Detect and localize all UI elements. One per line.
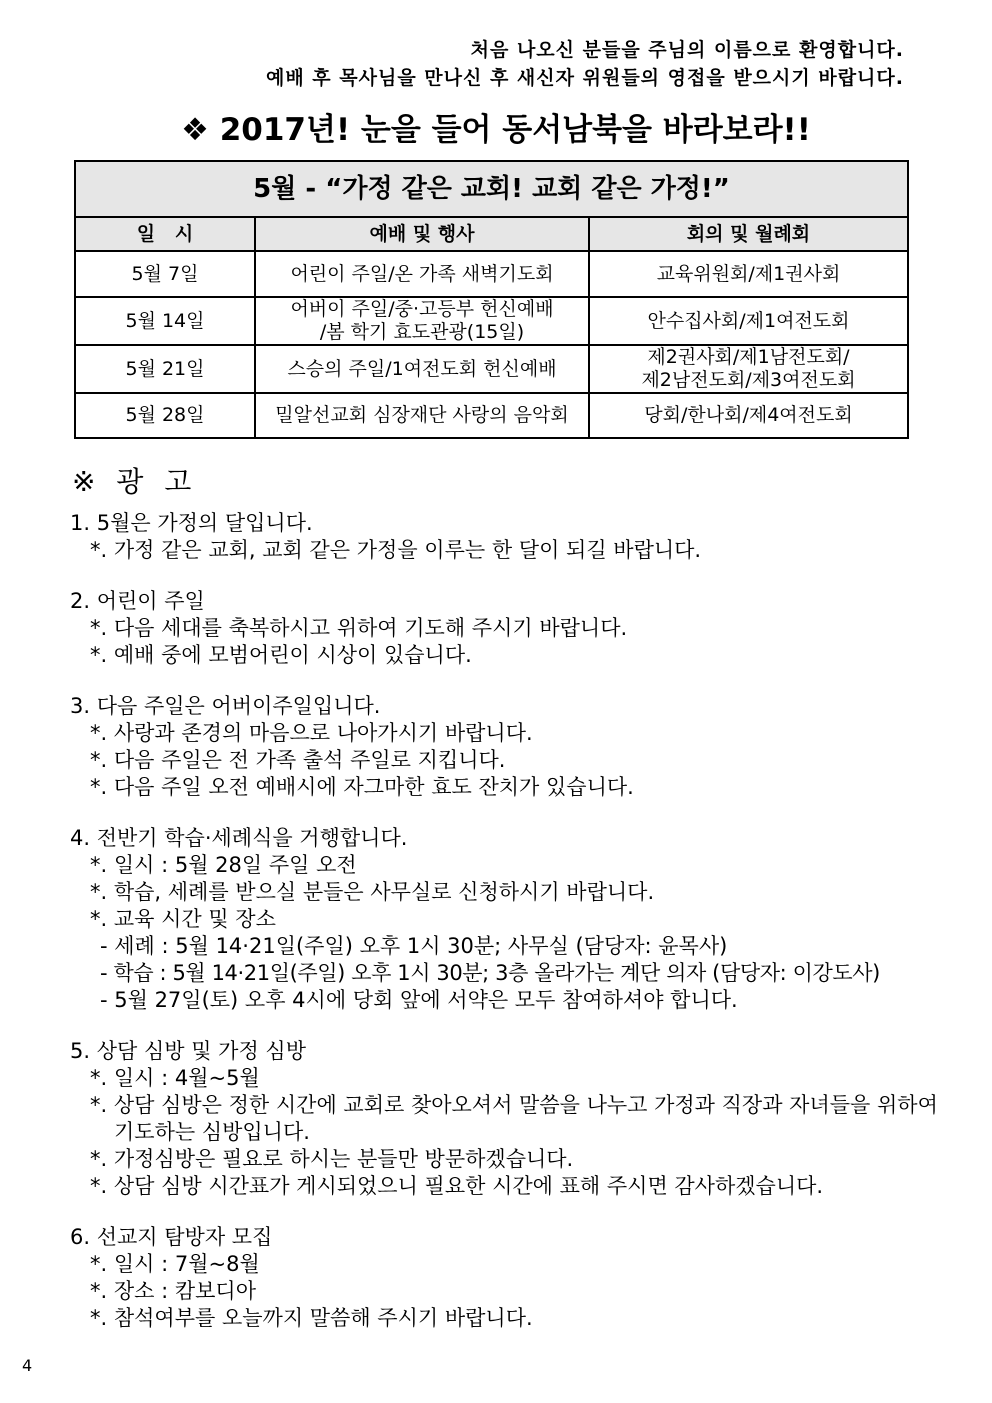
notice-bullet: *. 일시 : 7월~8월 (90, 1252, 260, 1276)
notice-heading: 1. 5월은 가정의 달입니다. (70, 511, 313, 535)
notice-bullet: *. 상담 심방 시간표가 게시되었으니 필요한 시간에 표해 주시면 감사하겠습니다. (90, 1174, 824, 1198)
notice-item-4 (70, 825, 950, 1014)
row-event: 밀알선교회 심장재단 사랑의 음악회 (255, 393, 589, 438)
year-theme-title: ❖ 2017년! 눈을 들어 동서남북을 바라보라!! (181, 112, 811, 148)
notice-heading: 5. 상담 심방 및 가정 심방 (70, 1039, 306, 1063)
notice-bullet: *. 학습, 세례를 받으실 분들은 사무실로 신청하시기 바랍니다. (90, 880, 655, 904)
notice-bullet: *. 가정 같은 교회, 교회 같은 가정을 이루는 한 달이 되길 바랍니다. (90, 538, 702, 562)
notice-item-5 (70, 1038, 950, 1200)
row-event: 어린이 주일/온 가족 새벽기도회 (255, 251, 589, 297)
page-number: 4 (22, 1356, 33, 1375)
schedule-header-row (75, 217, 908, 251)
schedule-title: 5월 - “가정 같은 교회! 교회 같은 가정!” (75, 161, 908, 217)
row-date: 5월 7일 (75, 251, 255, 297)
notice-item-3 (70, 693, 950, 801)
notice-bullet: *. 참석여부를 오늘까지 말씀해 주시기 바랍니다. (90, 1306, 533, 1330)
welcome-message (266, 36, 904, 92)
header-event: 예배 및 행사 (255, 217, 589, 251)
welcome-line-2: 예배 후 목사님을 만나신 후 새신자 위원들의 영접을 받으시기 바랍니다. (265, 67, 904, 89)
table-row (75, 345, 908, 393)
row-meeting: 교육위원회/제1권사회 (589, 251, 908, 297)
notice-bullet: *. 사랑과 존경의 마음으로 나아가시기 바랍니다. (90, 721, 533, 745)
notice-bullet: *. 다음 주일 오전 예배시에 자그마한 효도 잔치가 있습니다. (90, 775, 634, 799)
announcements-list (70, 510, 950, 1356)
row-date: 5월 28일 (75, 393, 255, 438)
notice-bullet: *. 예배 중에 모범어린이 시상이 있습니다. (90, 643, 472, 667)
notice-item-6 (70, 1224, 950, 1332)
row-event: 어버이 주일/중·고등부 헌신예배 /봄 학기 효도관광(15일) (255, 297, 589, 345)
notice-sub-item: - 5월 27일(토) 오후 4시에 당회 앞에 서약은 모두 참여하셔야 합니다. (100, 988, 738, 1012)
row-meeting: 제2권사회/제1남전도회/ 제2남전도회/제3여전도회 (589, 345, 908, 393)
table-row (75, 297, 908, 345)
notice-bullet: *. 일시 : 4월~5월 (90, 1066, 260, 1090)
row-meeting: 당회/한나회/제4여전도회 (589, 393, 908, 438)
row-date: 5월 14일 (75, 297, 255, 345)
notice-heading: 6. 선교지 탐방자 모집 (70, 1225, 273, 1249)
notice-heading: 2. 어린이 주일 (70, 589, 205, 613)
table-row (75, 251, 908, 297)
notice-bullet: *. 장소 : 캄보디아 (90, 1279, 256, 1303)
notice-bullet: *. 일시 : 5월 28일 주일 오전 (90, 853, 357, 877)
notice-item-2 (70, 588, 950, 669)
header-date: 일 시 (75, 217, 255, 251)
row-date: 5월 21일 (75, 345, 255, 393)
notice-bullet: *. 다음 주일은 전 가족 출석 주일로 지킵니다. (90, 748, 506, 772)
notice-bullet: *. 교육 시간 및 장소 (90, 907, 276, 931)
welcome-line-1: 처음 나오신 분들을 주님의 이름으로 환영합니다. (470, 39, 904, 61)
notice-bullet: *. 가정심방은 필요로 하시는 분들만 방문하겠습니다. (90, 1147, 574, 1171)
notice-heading: 4. 전반기 학습·세례식을 거행합니다. (70, 826, 408, 850)
notice-bullet: *. 다음 세대를 축복하시고 위하여 기도해 주시기 바랍니다. (90, 616, 628, 640)
may-schedule-table (74, 160, 909, 439)
header-meeting: 회의 및 월례회 (589, 217, 908, 251)
row-meeting: 안수집사회/제1여전도회 (589, 297, 908, 345)
announcements-title: ※ 광 고 (72, 465, 198, 498)
notice-sub-item: - 세례 : 5월 14·21일(주일) 오후 1시 30분; 사무실 (담당자: 윤목사) (100, 934, 728, 958)
notice-item-1 (70, 510, 950, 564)
row-event: 스승의 주일/1여전도회 헌신예배 (255, 345, 589, 393)
notice-heading: 3. 다음 주일은 어버이주일입니다. (70, 694, 381, 718)
table-row (75, 393, 908, 438)
notice-bullet: *. 상담 심방은 정한 시간에 교회로 찾아오셔서 말씀을 나누고 가정과 직장과 자녀들을 위하여 기도하는 심방입니다. (90, 1093, 938, 1144)
notice-sub-item: - 학습 : 5월 14·21일(주일) 오후 1시 30분; 3층 올라가는 계단 의자 (담당자: 이강도사) (100, 961, 880, 985)
